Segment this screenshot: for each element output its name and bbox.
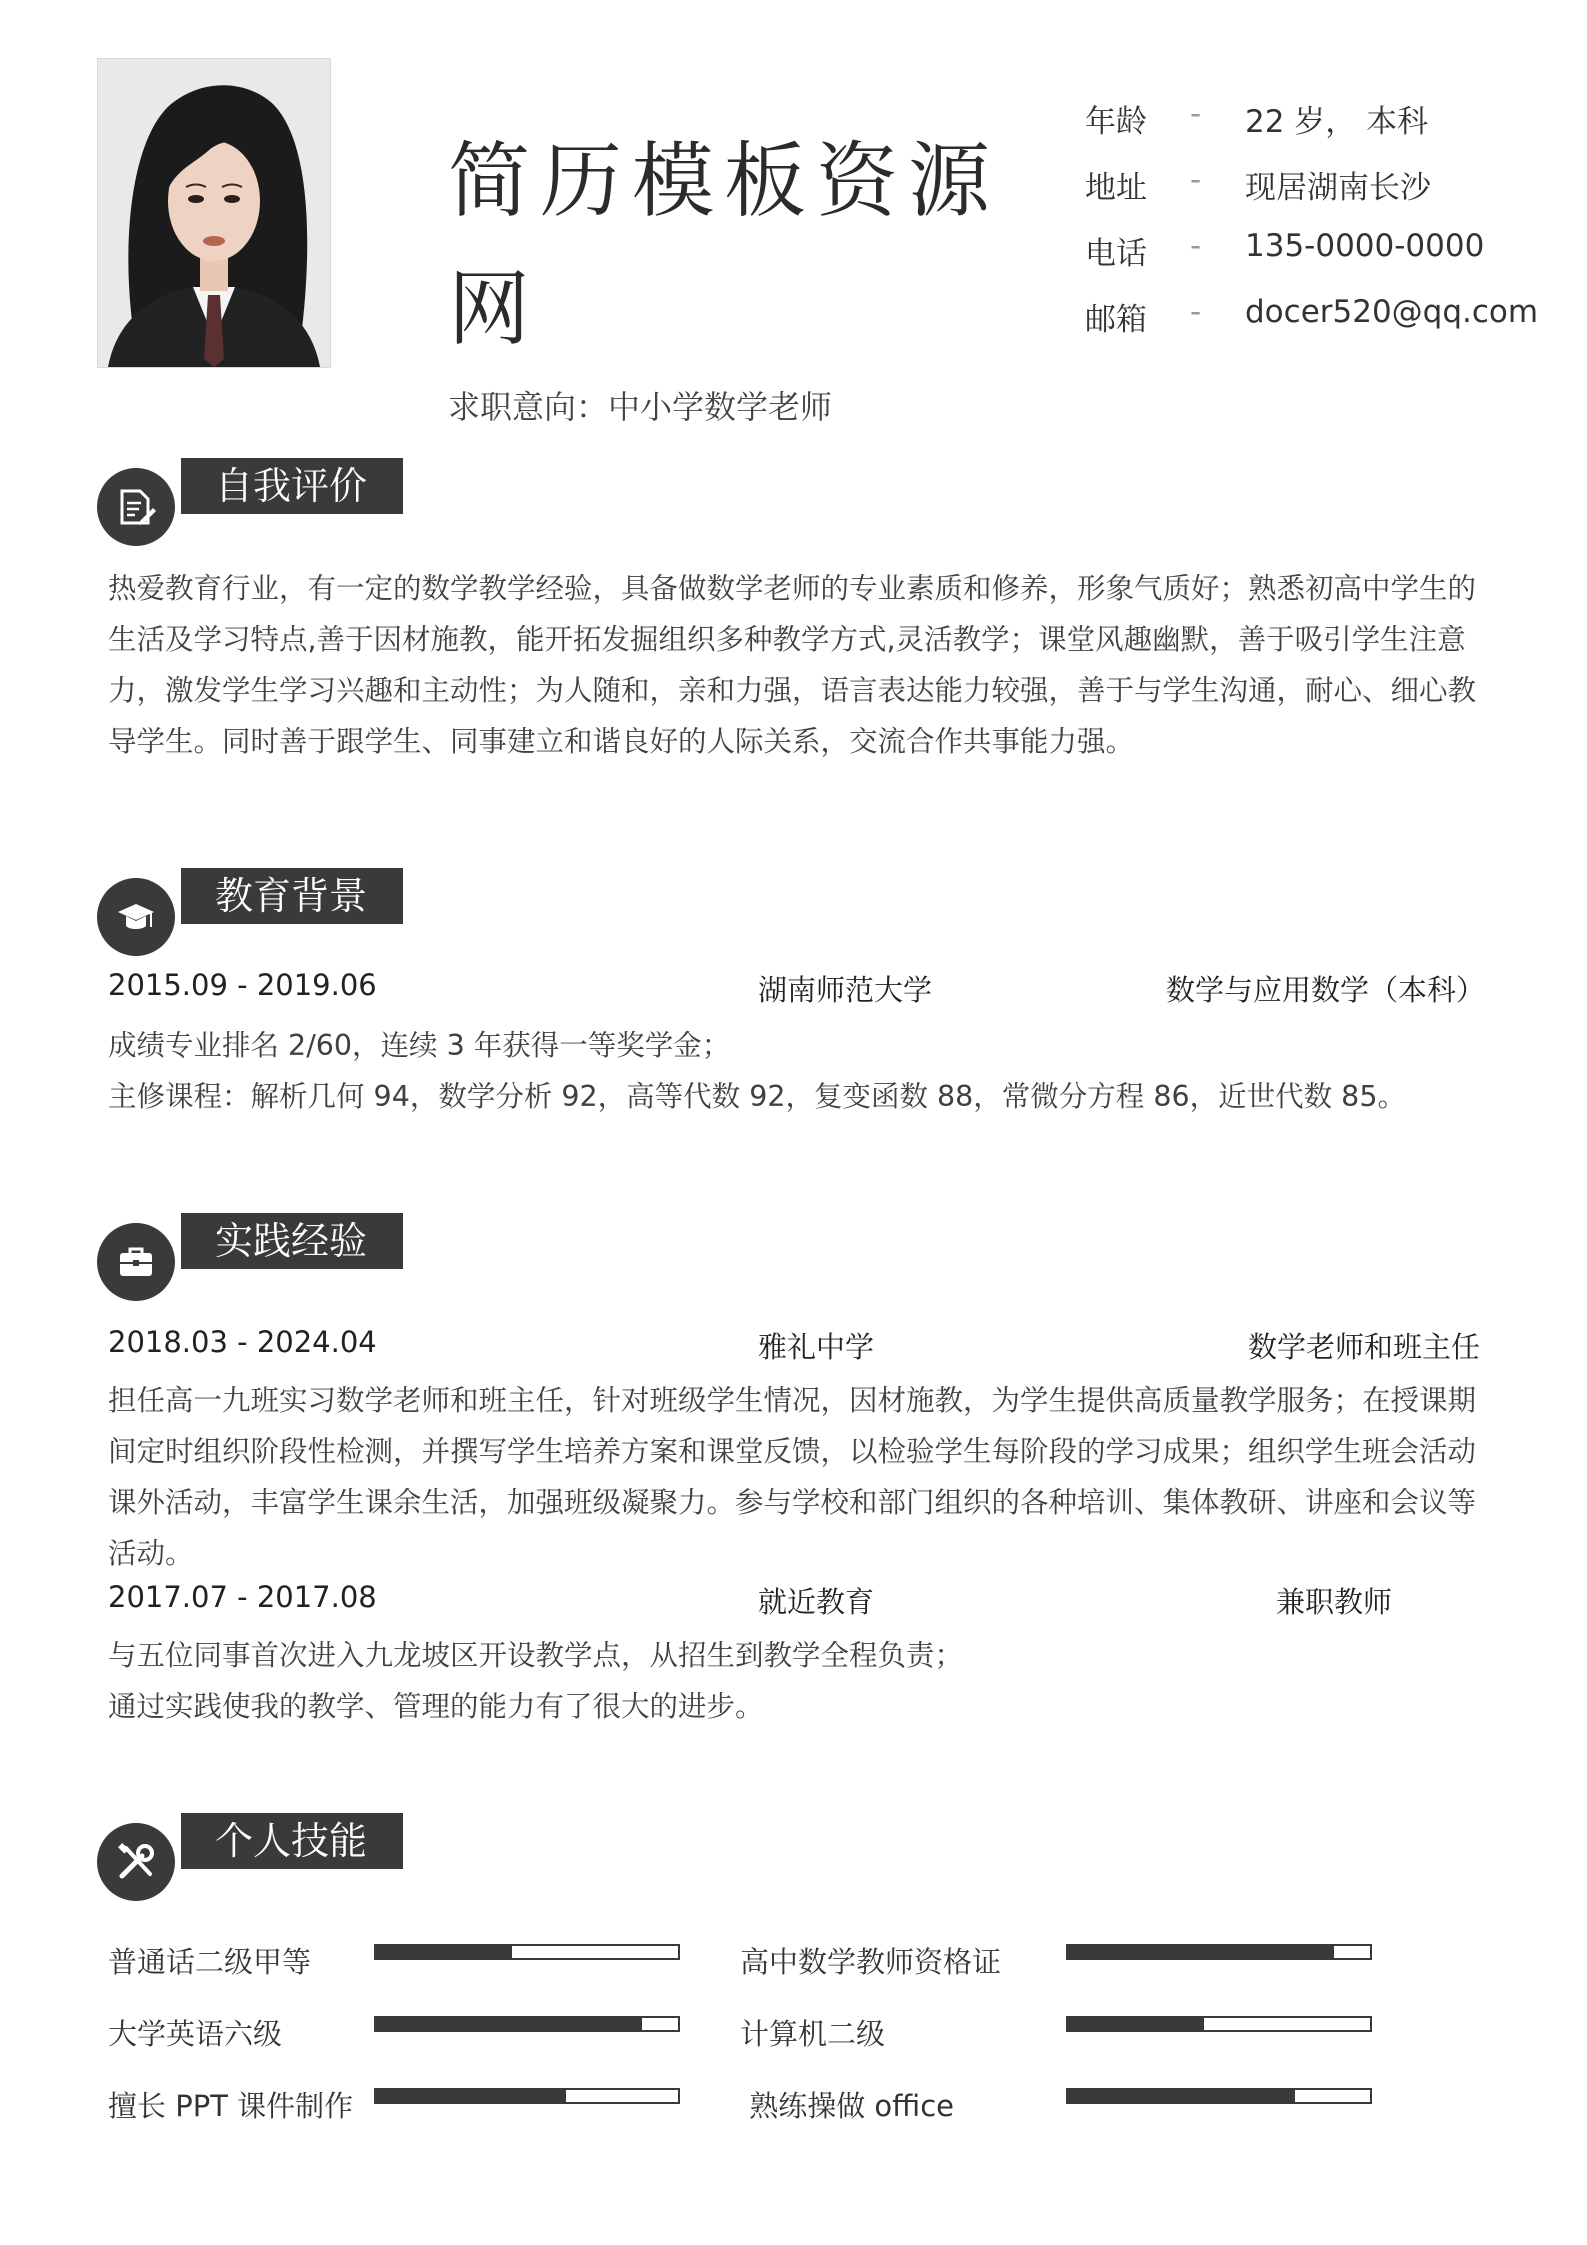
experience-org: 就近教育 xyxy=(758,1585,875,1619)
skill-level-fill xyxy=(1068,2018,1204,2030)
info-separator: - xyxy=(1190,96,1202,132)
skill-label: 熟练操做 office xyxy=(740,2089,955,2123)
objective-value: 中小学数学老师 xyxy=(608,388,833,426)
info-label: 邮箱 xyxy=(1085,302,1147,338)
experience-org: 雅礼中学 xyxy=(758,1330,875,1364)
skill-label: 高中数学教师资格证 xyxy=(740,1945,1002,1979)
info-address xyxy=(1085,162,1555,228)
info-label: 地址 xyxy=(1085,170,1147,206)
education-school: 湖南师范大学 xyxy=(758,973,933,1007)
experience-period: 2018.03 - 2024.04 xyxy=(108,1325,377,1359)
info-separator: - xyxy=(1190,162,1202,198)
skill-label: 大学英语六级 xyxy=(108,2017,283,2051)
info-separator: - xyxy=(1190,294,1202,330)
skill-level-fill xyxy=(1068,2090,1295,2102)
info-value: 135-0000-0000 xyxy=(1245,228,1485,264)
tools-icon xyxy=(97,1823,175,1901)
job-objective xyxy=(448,382,832,428)
experience-entry-header xyxy=(108,1325,1498,1377)
objective-label: 求职意向： xyxy=(448,388,609,426)
graduation-cap-icon xyxy=(97,878,175,956)
info-value: docer520@qq.com xyxy=(1245,294,1539,330)
section-header-self-evaluation xyxy=(97,458,417,558)
section-title: 实践经验 xyxy=(181,1213,403,1269)
experience-role: 数学老师和班主任 xyxy=(1248,1330,1481,1364)
experience-details xyxy=(108,1630,1498,1732)
experience-role: 兼职教师 xyxy=(1276,1585,1393,1619)
info-age xyxy=(1085,96,1555,162)
resume-title: 简历模板资源网 xyxy=(448,134,1001,357)
experience-entry-header xyxy=(108,1580,1498,1632)
info-value: 22 岁， 本科 xyxy=(1245,104,1429,140)
section-title: 自我评价 xyxy=(181,458,403,514)
education-details xyxy=(108,1020,1498,1122)
self-evaluation-text: 热爱教育行业，有一定的数学教学经验，具备做数学老师的专业素质和修养，形象气质好；熟悉初高中学生的生活及学习特点,善于因材施教，能开拓发掘组织多种教学方式,灵活教学；课堂风趣幽默，善于吸引学生注意力，激发学生学习兴趣和主动性；为人随和，亲和力强，语言表达能力较强，善于与学生沟通，耐心、细心教导学生。同时善于跟学生、同事建立和谐良好的人际关系，交流合作共事能力强。 xyxy=(108,572,1477,758)
skill-label: 擅长 PPT 课件制作 xyxy=(108,2089,354,2123)
info-phone xyxy=(1085,228,1555,294)
info-value: 现居湖南长沙 xyxy=(1245,170,1431,206)
experience-line: 通过实践使我的教学、管理的能力有了很大的进步。 xyxy=(108,1690,764,1723)
info-email xyxy=(1085,294,1555,360)
skill-label: 计算机二级 xyxy=(740,2017,886,2051)
education-period: 2015.09 - 2019.06 xyxy=(108,968,377,1002)
education-major: 数学与应用数学（本科） xyxy=(1166,973,1486,1007)
education-line: 成绩专业排名 2/60，连续 3 年获得一等奖学金； xyxy=(108,1029,731,1062)
profile-photo xyxy=(97,58,331,368)
document-pen-icon xyxy=(97,468,175,546)
skill-level-fill xyxy=(376,1946,512,1958)
personal-info xyxy=(1085,96,1555,360)
education-line: 主修课程：解析几何 94，数学分析 92，高等代数 92，复变函数 88，常微分方程 86，近世代数 85。 xyxy=(108,1080,1406,1113)
skill-level-bar xyxy=(374,2088,680,2104)
skill-label: 普通话二级甲等 xyxy=(108,1945,312,1979)
section-title: 个人技能 xyxy=(181,1813,403,1869)
info-label: 电话 xyxy=(1085,236,1147,272)
section-title: 教育背景 xyxy=(181,868,403,924)
info-label: 年龄 xyxy=(1085,104,1147,140)
skill-level-fill xyxy=(376,2018,642,2030)
education-entry-header xyxy=(108,968,1498,1020)
skill-level-bar xyxy=(1066,1944,1372,1960)
skill-level-bar xyxy=(374,1944,680,1960)
skill-level-bar xyxy=(374,2016,680,2032)
section-header-education xyxy=(97,868,417,968)
briefcase-icon xyxy=(97,1223,175,1301)
section-header-experience xyxy=(97,1213,417,1313)
skill-level-fill xyxy=(1068,1946,1334,1958)
skill-level-fill xyxy=(376,2090,566,2102)
skill-level-bar xyxy=(1066,2016,1372,2032)
experience-description: 担任高一九班实习数学老师和班主任，针对班级学生情况，因材施教，为学生提供高质量教学服务；在授课期间定时组织阶段性检测，并撰写学生培养方案和课堂反馈，以检验学生每阶段的学习成果；组织学生班会活动课外活动，丰富学生课余生活，加强班级凝聚力。参与学校和部门组织的各种培训、集体教研、讲座和会议等活动。 xyxy=(108,1384,1477,1570)
experience-period: 2017.07 - 2017.08 xyxy=(108,1580,377,1614)
section-header-skills xyxy=(97,1813,417,1913)
experience-line: 与五位同事首次进入九龙坡区开设教学点，从招生到教学全程负责； xyxy=(108,1639,964,1672)
info-separator: - xyxy=(1190,228,1202,264)
skill-level-bar xyxy=(1066,2088,1372,2104)
